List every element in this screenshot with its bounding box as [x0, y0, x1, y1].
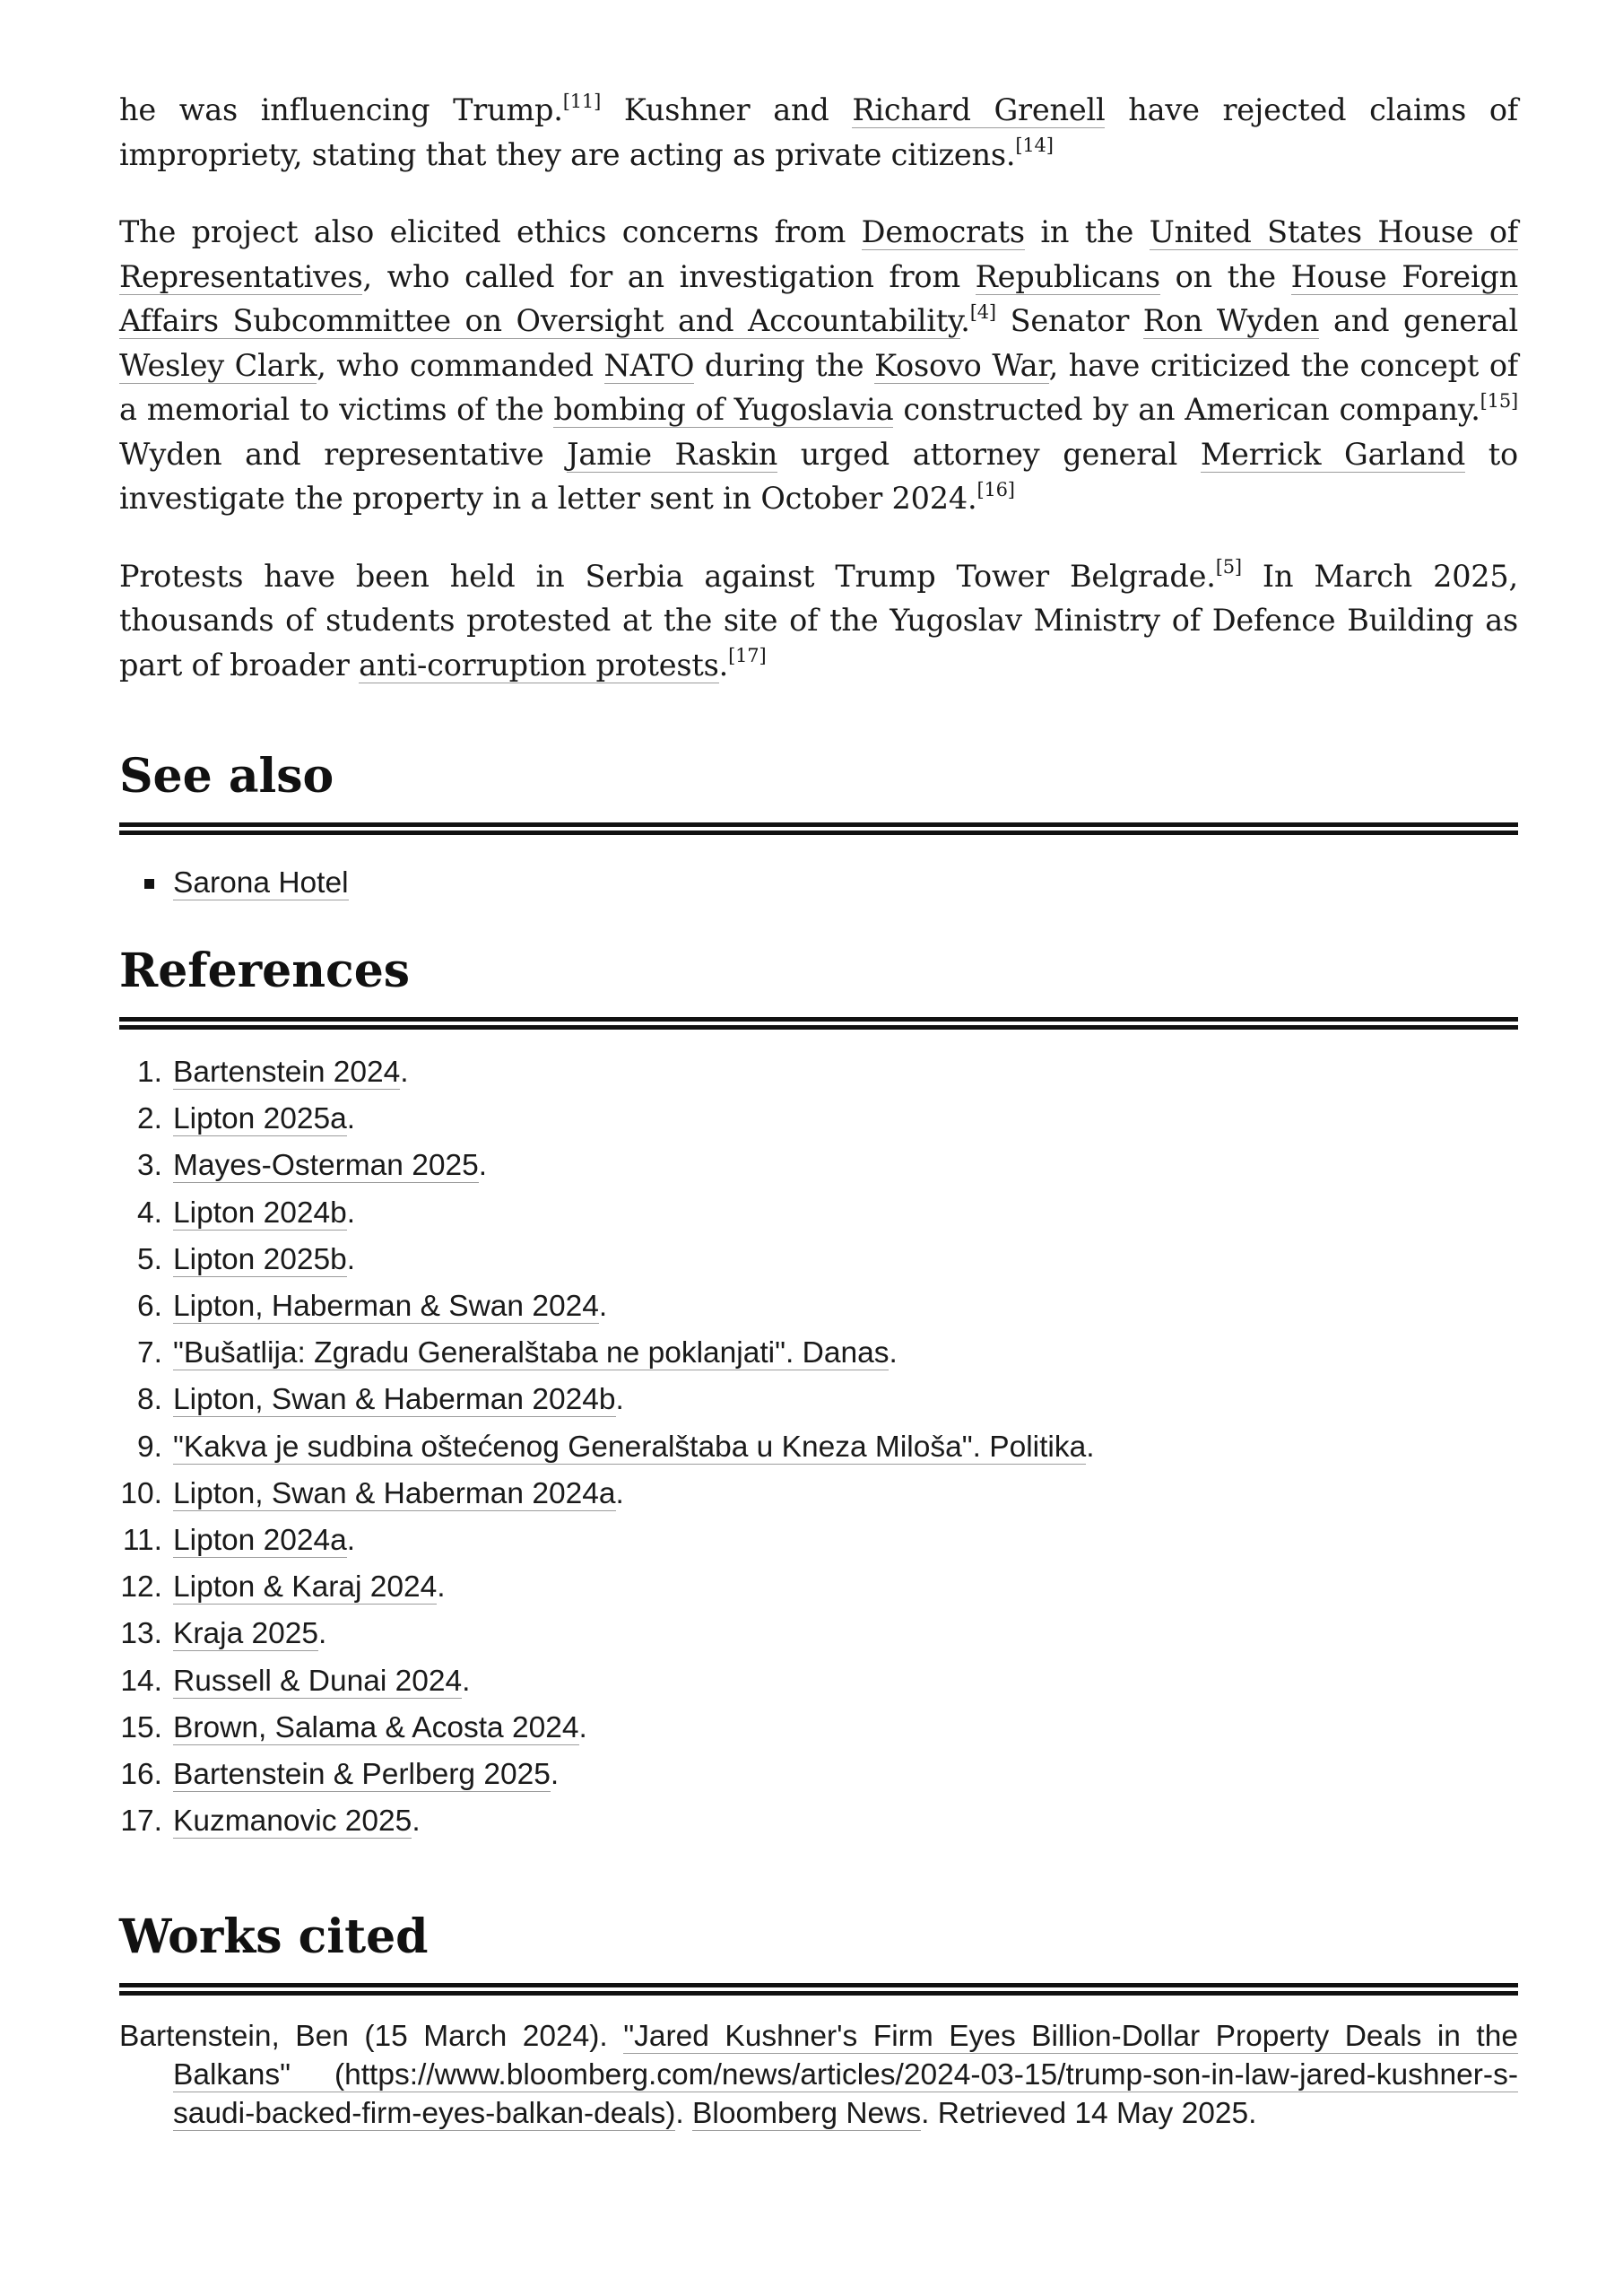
reference-punctuation: . [615, 1383, 624, 1417]
wiki-link-republicans[interactable]: Republicans [975, 258, 1160, 294]
reference-link[interactable]: Lipton 2024b [173, 1196, 347, 1230]
reference-item [119, 1283, 1518, 1330]
wiki-link-merrick-garland[interactable]: Merrick Garland [1200, 436, 1466, 472]
reference-number: 5. [137, 1242, 162, 1276]
reference-punctuation: . [550, 1758, 560, 1792]
reference-number: 15. [120, 1710, 162, 1744]
reference-item [119, 1237, 1518, 1283]
reference-link[interactable]: Bartenstein & Perlberg 2025 [173, 1758, 551, 1792]
reference-number: 12. [120, 1570, 162, 1605]
see-also-list [119, 864, 1518, 903]
citation-title-link[interactable]: "Jared Kushner's Firm Eyes Billion-Dollar Property Deals in the Balkans" (https://www.bloomberg.com/news/articles/2024-03-15/trump-son-in-law-jared-kushner-s-saudi-backed-firm-eyes-balkan-deals) [173, 2020, 1518, 2131]
paragraph-3 [119, 554, 1518, 688]
reference-number: 17. [120, 1805, 162, 1839]
text: Kushner and [601, 92, 853, 127]
citation-link[interactable]: [16] [976, 478, 1015, 500]
reference-link[interactable]: Mayes-Osterman 2025 [173, 1149, 479, 1183]
reference-item [119, 1611, 1518, 1657]
text: and general [1319, 303, 1518, 338]
reference-punctuation: . [346, 1196, 356, 1230]
text: have rejected claims of impropriety, stating that they are acting as private citizens. [119, 92, 1519, 172]
section-heading-works-cited: Works cited [119, 1909, 429, 1965]
text: urged attorney general [777, 436, 1201, 472]
reference-item [119, 1049, 1518, 1096]
reference-link[interactable]: Lipton & Karaj 2024 [173, 1570, 438, 1605]
wiki-link-democrats[interactable]: Democrats [861, 214, 1025, 249]
reference-punctuation: . [578, 1710, 587, 1744]
section-heading-see-also: See also [119, 749, 334, 804]
reference-link[interactable]: Lipton 2025a [173, 1102, 347, 1136]
wiki-link-jamie-raskin[interactable]: Jamie Raskin [567, 436, 778, 472]
section-rule [119, 822, 1518, 835]
reference-punctuation: . [1086, 1430, 1095, 1464]
reference-number: 3. [137, 1149, 162, 1183]
wiki-link-us-house[interactable]: United States House of Representatives [119, 214, 1518, 294]
text: . [960, 303, 970, 338]
reference-number: 11. [122, 1524, 162, 1558]
reference-item [119, 1190, 1518, 1237]
wiki-link-house-foreign-affairs-subcommittee[interactable]: House Foreign Affairs Subcommittee on Oversight and Accountability [119, 258, 1518, 338]
reference-link[interactable]: Kraja 2025 [173, 1617, 319, 1651]
citation-publisher-link[interactable]: Bloomberg News [692, 2097, 922, 2131]
reference-item [119, 1518, 1518, 1564]
text: Wyden and representative [119, 436, 568, 472]
text: constructed by an American company. [893, 392, 1480, 427]
citation-link[interactable]: [11] [562, 90, 602, 112]
see-also-link-sarona-hotel[interactable]: Sarona Hotel [173, 866, 349, 900]
wiki-link-wesley-clark[interactable]: Wesley Clark [119, 347, 317, 383]
reference-item [119, 1143, 1518, 1189]
reference-link[interactable]: Kuzmanovic 2025 [173, 1805, 412, 1839]
reference-number: 10. [120, 1476, 162, 1510]
references-list [119, 1049, 1518, 1845]
citation-retrieved: . Retrieved 14 May 2025. [921, 2097, 1257, 2131]
text: on the [1159, 258, 1291, 294]
reference-link[interactable]: Lipton, Swan & Haberman 2024b [173, 1383, 616, 1417]
reference-item [119, 1471, 1518, 1518]
text: , who commanded [317, 347, 604, 383]
works-cited-entry [119, 2017, 1518, 2133]
wiki-link-bombing-of-yugoslavia[interactable]: bombing of Yugoslavia [553, 392, 894, 427]
citation-link[interactable]: [5] [1215, 556, 1242, 578]
wiki-link-nato[interactable]: NATO [603, 347, 695, 383]
reference-number: 13. [120, 1617, 162, 1651]
reference-number: 14. [120, 1664, 162, 1698]
wiki-link-richard-grenell[interactable]: Richard Grenell [852, 92, 1106, 127]
reference-number: 9. [137, 1430, 162, 1464]
reference-item [119, 1705, 1518, 1752]
reference-link[interactable]: Bartenstein 2024 [173, 1056, 401, 1089]
reference-item [119, 1752, 1518, 1798]
reference-number: 4. [137, 1196, 162, 1230]
paragraph-2 [119, 210, 1518, 521]
section-rule [119, 1983, 1518, 1996]
section-heading-references: References [119, 944, 411, 998]
reference-link[interactable]: "Kakva je sudbina oštećenog Generalštaba u Kneza Miloša". Politika [173, 1430, 1087, 1464]
reference-link[interactable]: Lipton, Swan & Haberman 2024a [173, 1476, 616, 1510]
reference-item [119, 1798, 1518, 1845]
reference-punctuation: . [598, 1290, 608, 1324]
paragraph-1 [119, 88, 1518, 177]
citation-link[interactable]: [14] [1015, 135, 1054, 157]
reference-link[interactable]: Lipton 2024a [173, 1524, 347, 1558]
wiki-link-kosovo-war[interactable]: Kosovo War [874, 347, 1049, 383]
reference-punctuation: . [318, 1617, 327, 1651]
reference-punctuation: . [889, 1336, 898, 1370]
citation-link[interactable]: [17] [728, 645, 767, 667]
text: Protests have been held in Serbia against Trump Tower Belgrade. [119, 558, 1216, 594]
text: during the [694, 347, 875, 383]
reference-item [119, 1424, 1518, 1471]
reference-item [119, 1096, 1518, 1143]
text: The project also elicited ethics concerns from [119, 214, 862, 249]
reference-punctuation: . [478, 1149, 488, 1183]
reference-number: 7. [137, 1336, 162, 1370]
reference-number: 1. [137, 1056, 162, 1089]
list-item [119, 864, 1518, 903]
reference-punctuation: . [400, 1056, 409, 1089]
reference-item [119, 1377, 1518, 1423]
reference-punctuation: . [615, 1476, 624, 1510]
reference-item [119, 1564, 1518, 1611]
bullet-icon [144, 879, 154, 889]
text: to investigate the property in a letter sent in October 2024. [119, 436, 1519, 516]
citation-link[interactable]: [15] [1480, 389, 1518, 412]
reference-punctuation: . [346, 1102, 356, 1136]
reference-number: 16. [120, 1758, 162, 1792]
reference-number: 2. [137, 1102, 162, 1136]
citation-author: Bartenstein, Ben (15 March 2024). [119, 2020, 624, 2054]
reference-punctuation: . [437, 1570, 446, 1605]
text: In March 2025, thousands of students protested at the site of the Yugoslav Ministry of Defence Building as part of broader [119, 558, 1518, 683]
wiki-link-anti-corruption-protests[interactable]: anti-corruption protests [359, 647, 719, 683]
wiki-link-ron-wyden[interactable]: Ron Wyden [1142, 303, 1320, 338]
reference-item [119, 1330, 1518, 1377]
reference-link[interactable]: Brown, Salama & Acosta 2024 [173, 1710, 579, 1744]
text: , have criticized the concept of a memorial to victims of the [119, 347, 1518, 427]
text: Senator [995, 303, 1143, 338]
text: , who called for an investigation from [362, 258, 976, 294]
reference-item [119, 1658, 1518, 1705]
reference-punctuation: . [462, 1664, 471, 1698]
text: in the [1024, 214, 1150, 249]
reference-number: 8. [137, 1383, 162, 1417]
text: he was influencing Trump. [119, 92, 563, 127]
reference-link[interactable]: Lipton 2025b [173, 1242, 347, 1276]
reference-punctuation: . [346, 1524, 356, 1558]
section-rule [119, 1017, 1518, 1030]
text: . [675, 2097, 693, 2131]
reference-link[interactable]: Lipton, Haberman & Swan 2024 [173, 1290, 599, 1324]
citation-link[interactable]: [4] [969, 300, 996, 323]
reference-number: 6. [137, 1290, 162, 1324]
reference-punctuation: . [412, 1805, 421, 1839]
reference-link[interactable]: Russell & Dunai 2024 [173, 1664, 463, 1698]
text: . [718, 647, 729, 683]
reference-link[interactable]: "Bušatlija: Zgradu Generalštaba ne poklanjati". Danas [173, 1336, 890, 1370]
reference-punctuation: . [346, 1242, 356, 1276]
